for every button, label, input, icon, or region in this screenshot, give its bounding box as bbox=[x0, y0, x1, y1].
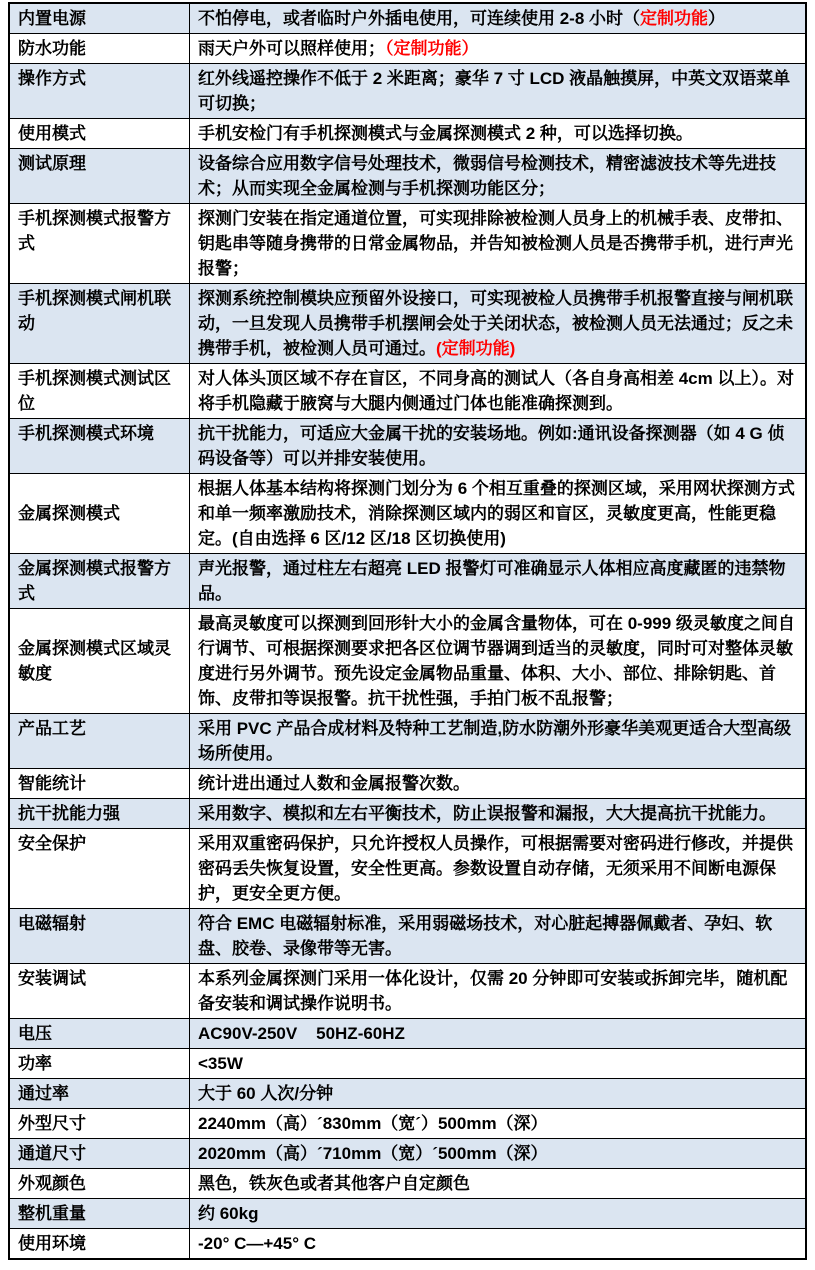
spec-text: 声光报警，通过柱左右超亮 LED 报警灯可准确显示人体相应高度藏匿的违禁物品。 bbox=[198, 559, 786, 603]
spec-value bbox=[190, 149, 807, 204]
spec-row bbox=[9, 1019, 806, 1049]
spec-value bbox=[190, 3, 807, 34]
spec-value bbox=[190, 1109, 807, 1139]
custom-feature-highlight: (定制功能) bbox=[436, 339, 516, 358]
spec-row bbox=[9, 829, 806, 909]
spec-row bbox=[9, 714, 806, 769]
spec-row bbox=[9, 1049, 806, 1079]
spec-text: 采用双重密码保护，只允许授权人员操作，可根据需要对密码进行修改，并提供密码丢失恢复设置，安全性更高。参数设置自动存储，无须采用不间断电源保护，更安全更方便。 bbox=[198, 834, 793, 903]
spec-text: 探测系统控制模块应预留外设接口，可实现被检人员携带手机报警直接与闸机联动，一旦发现人员携带手机摆闸会处于关闭状态，被检测人员无法通过；反之未携带手机，被检测人员可通过。 bbox=[198, 289, 793, 358]
spec-row bbox=[9, 1109, 806, 1139]
spec-row bbox=[9, 419, 806, 474]
spec-text: 大于 60 人次/分钟 bbox=[198, 1084, 334, 1103]
spec-value bbox=[190, 204, 807, 284]
spec-value bbox=[190, 1079, 807, 1109]
spec-label: 金属探测模式区域灵敏度 bbox=[9, 609, 190, 714]
spec-text: -20° C—+45° C bbox=[198, 1234, 317, 1253]
spec-label: 电压 bbox=[9, 1019, 190, 1049]
spec-text: 设备综合应用数字信号处理技术，微弱信号检测技术，精密滤波技术等先进技术；从而实现全金属检测与手机探测功能区分； bbox=[198, 154, 776, 198]
spec-label: 防水功能 bbox=[9, 34, 190, 64]
spec-text: 2020mm（高）´710mm（宽）´500mm（深） bbox=[198, 1144, 548, 1163]
spec-row bbox=[9, 609, 806, 714]
spec-row bbox=[9, 1199, 806, 1229]
spec-value bbox=[190, 1019, 807, 1049]
spec-text: 雨天户外可以照样使用； bbox=[198, 39, 385, 58]
spec-value bbox=[190, 769, 807, 799]
spec-value bbox=[190, 1139, 807, 1169]
spec-text: 不怕停电，或者临时户外插电使用，可连续使用 2-8 小时（ bbox=[198, 9, 641, 28]
spec-row bbox=[9, 149, 806, 204]
spec-value bbox=[190, 284, 807, 364]
spec-text: 根据人体基本结构将探测门划分为 6 个相互重叠的探测区域，采用网状探测方式和单一频率激励技术，消除探测区域内的弱区和盲区，灵敏度更高，性能更稳定。(自由选择 6 区/12 区/18 区切换使用) bbox=[198, 479, 795, 548]
product-spec-table bbox=[8, 2, 807, 1260]
spec-row bbox=[9, 554, 806, 609]
spec-row bbox=[9, 119, 806, 149]
spec-row bbox=[9, 3, 806, 34]
spec-value bbox=[190, 1049, 807, 1079]
spec-label: 功率 bbox=[9, 1049, 190, 1079]
custom-feature-highlight: 定制功能 bbox=[640, 9, 709, 28]
spec-label: 抗干扰能力强 bbox=[9, 799, 190, 829]
spec-value bbox=[190, 364, 807, 419]
spec-text: 抗干扰能力，可适应大金属干扰的安装场地。例如:通讯设备探测器（如 4 G 侦码设备等）可以并排安装使用。 bbox=[198, 424, 785, 468]
spec-text: 符合 EMC 电磁辐射标准，采用弱磁场技术，对心脏起搏器佩戴者、孕妇、软盘、胶卷、录像带等无害。 bbox=[198, 914, 773, 958]
spec-text: 对人体头顶区域不存在盲区，不同身高的测试人（各自身高相差 4cm 以上）。对将手机隐藏于腋窝与大腿内侧通过门体也能准确探测到。 bbox=[198, 369, 794, 413]
spec-row bbox=[9, 964, 806, 1019]
spec-text: 探测门安装在指定通道位置，可实现排除被检测人员身上的机械手表、皮带扣、钥匙串等随身携带的日常金属物品，并告知被检测人员是否携带手机，进行声光报警； bbox=[198, 209, 793, 278]
spec-value bbox=[190, 474, 807, 554]
spec-label: 手机探测模式报警方式 bbox=[9, 204, 190, 284]
spec-text: AC90V-250V 50HZ-60HZ bbox=[198, 1024, 405, 1043]
spec-label: 使用环境 bbox=[9, 1229, 190, 1260]
spec-text: 红外线遥控操作不低于 2 米距离；豪华 7 寸 LCD 液晶触摸屏，中英文双语菜单可切换； bbox=[198, 69, 791, 113]
spec-label: 电磁辐射 bbox=[9, 909, 190, 964]
spec-row bbox=[9, 204, 806, 284]
spec-value bbox=[190, 909, 807, 964]
spec-row bbox=[9, 769, 806, 799]
spec-text: 本系列金属探测门采用一体化设计，仅需 20 分钟即可安装或拆卸完毕，随机配备安装和调试操作说明书。 bbox=[198, 969, 788, 1013]
spec-value bbox=[190, 714, 807, 769]
spec-row bbox=[9, 1229, 806, 1260]
spec-label: 产品工艺 bbox=[9, 714, 190, 769]
spec-value bbox=[190, 609, 807, 714]
spec-label: 安全保护 bbox=[9, 829, 190, 909]
spec-label: 操作方式 bbox=[9, 64, 190, 119]
spec-label: 外型尺寸 bbox=[9, 1109, 190, 1139]
spec-label: 智能统计 bbox=[9, 769, 190, 799]
spec-text: 采用 PVC 产品合成材料及特种工艺制造,防水防潮外形豪华美观更适合大型高级场所使用。 bbox=[198, 719, 792, 763]
spec-row bbox=[9, 1079, 806, 1109]
spec-value bbox=[190, 964, 807, 1019]
spec-row bbox=[9, 1169, 806, 1199]
spec-text: ） bbox=[708, 9, 726, 28]
spec-label: 使用模式 bbox=[9, 119, 190, 149]
spec-label: 通过率 bbox=[9, 1079, 190, 1109]
spec-value bbox=[190, 554, 807, 609]
spec-row bbox=[9, 1139, 806, 1169]
spec-row bbox=[9, 284, 806, 364]
custom-feature-highlight: （定制功能） bbox=[385, 39, 479, 58]
spec-value bbox=[190, 34, 807, 64]
spec-row bbox=[9, 474, 806, 554]
spec-text: 手机安检门有手机探测模式与金属探测模式 2 种，可以选择切换。 bbox=[198, 124, 693, 143]
spec-label: 整机重量 bbox=[9, 1199, 190, 1229]
spec-row bbox=[9, 364, 806, 419]
spec-text: 黑色，铁灰色或者其他客户自定颜色 bbox=[198, 1174, 470, 1193]
spec-text: <35W bbox=[198, 1054, 243, 1073]
spec-label: 通道尺寸 bbox=[9, 1139, 190, 1169]
spec-value bbox=[190, 1199, 807, 1229]
spec-text: 约 60kg bbox=[198, 1204, 259, 1223]
spec-text: 采用数字、模拟和左右平衡技术，防止误报警和漏报，大大提高抗干扰能力。 bbox=[198, 804, 776, 823]
spec-label: 安装调试 bbox=[9, 964, 190, 1019]
spec-value bbox=[190, 1229, 807, 1260]
spec-row bbox=[9, 799, 806, 829]
spec-label: 外观颜色 bbox=[9, 1169, 190, 1199]
spec-value bbox=[190, 829, 807, 909]
spec-row bbox=[9, 34, 806, 64]
spec-value bbox=[190, 419, 807, 474]
spec-label: 金属探测模式报警方式 bbox=[9, 554, 190, 609]
spec-label: 手机探测模式测试区位 bbox=[9, 364, 190, 419]
spec-value bbox=[190, 1169, 807, 1199]
spec-label: 内置电源 bbox=[9, 3, 190, 34]
spec-value bbox=[190, 799, 807, 829]
spec-text: 2240mm（高）´830mm（宽´）500mm（深） bbox=[198, 1114, 548, 1133]
spec-table-body bbox=[9, 3, 806, 1259]
spec-label: 金属探测模式 bbox=[9, 474, 190, 554]
spec-value bbox=[190, 64, 807, 119]
spec-label: 手机探测模式环境 bbox=[9, 419, 190, 474]
spec-row bbox=[9, 909, 806, 964]
spec-label: 手机探测模式闸机联动 bbox=[9, 284, 190, 364]
spec-label: 测试原理 bbox=[9, 149, 190, 204]
spec-text: 统计进出通过人数和金属报警次数。 bbox=[198, 774, 470, 793]
spec-text: 最高灵敏度可以探测到回形针大小的金属含量物体，可在 0-999 级灵敏度之间自行调节、可根据探测要求把各区位调节器调到适当的灵敏度，同时可对整体灵敏度进行另外调节。预先设定金属物品重量、体积、大小、部位、排除钥匙、首饰、皮带扣等误报警。抗干扰性强，手拍门板不乱报警； bbox=[198, 614, 795, 708]
spec-value bbox=[190, 119, 807, 149]
spec-row bbox=[9, 64, 806, 119]
